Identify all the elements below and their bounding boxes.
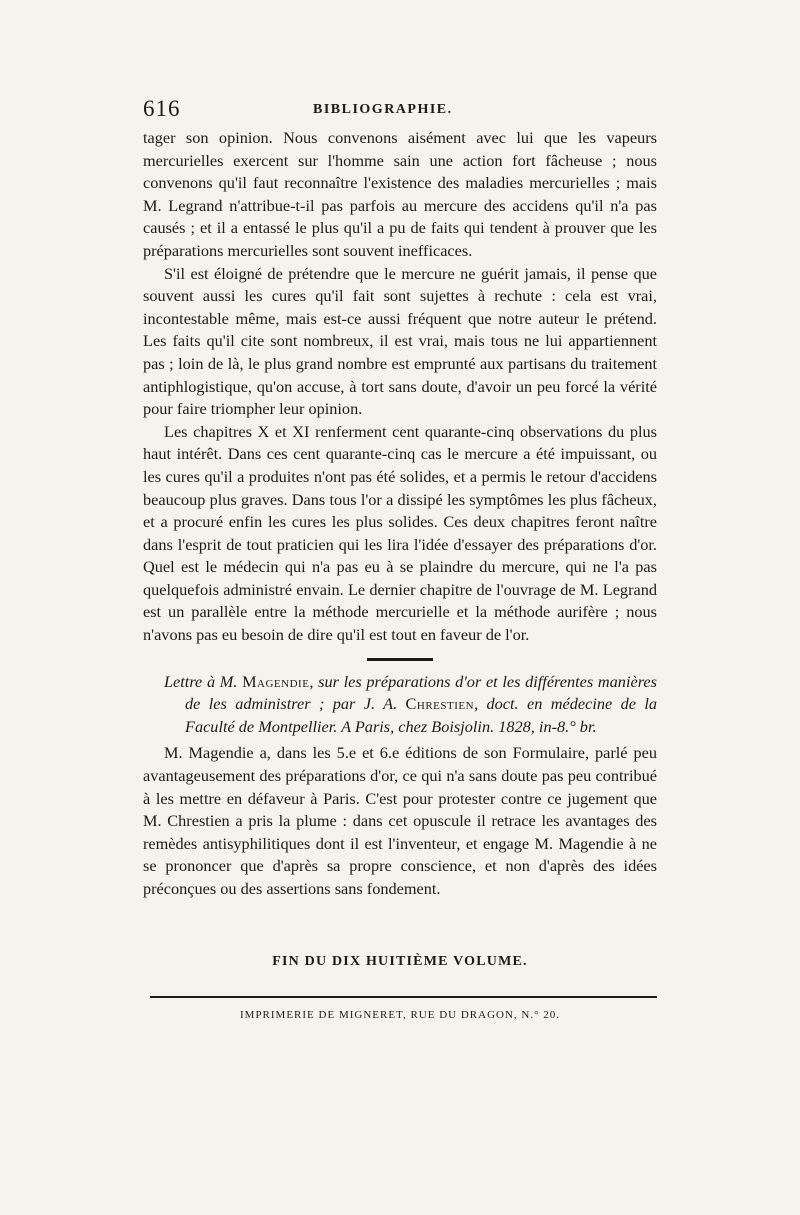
biblio-part-2: , sur les préparations d'or et les différentes manières de les administrer ; par J. A. xyxy=(185,671,657,714)
paragraph-3: Les chapitres X et XI renferment cent quarante-cinq observations du plus haut intérêt. Dans ces cent quarante-cinq cas le mercure a été impuissant, ou les cures qu'il a produites n'ont pas été solides, et a permis le retour d'accidens beaucoup plus graves. Dans tous l'or a dissipé les symptômes les plus fâcheux, et a procuré enfin les cures les plus solides. Ces deux chapitres feront naître dans l'esprit de tout praticien qui les lira l'idée d'essayer des préparations d'or. Quel est le médecin qui n'a pas eu à se plaindre du mercure, qui ne l'a pas quelquefois administré envain. Le dernier chapitre de l'ouvrage de M. Legrand est un parallèle entre la méthode mercurielle et la méthode aurifère ; nous n'avons pas eu besoin de dire qu'il est tout en faveur de l'or. xyxy=(143,421,657,645)
biblio-name-magendie: Magendie xyxy=(242,671,310,691)
printer-imprint: IMPRIMERIE DE MIGNERET, RUE DU DRAGON, N.° 20. xyxy=(240,1009,560,1021)
section-divider xyxy=(367,658,433,661)
main-text xyxy=(143,127,657,901)
bibliography-entry xyxy=(164,671,657,739)
review-paragraph: M. Magendie a, dans les 5.e et 6.e éditions de son Formulaire, parlé peu avantageusement des préparations d'or, ce qui n'a sans doute pas peu contribué à les mettre en défaveur à Paris. C'est pour protester contre ce jugement que M. Chrestien a pris la plume : dans cet opuscule il retrace les avantages des remèdes antisyphilitiques dont il est l'inventeur, et engage M. Magendie à ne se prononcer que d'après sa propre conscience, et non d'après des idées préconçues ou des assertions sans fondement. xyxy=(143,743,657,898)
page-header xyxy=(143,96,657,126)
biblio-part-3: , doct. en médecine de la Faculté de Montpellier. A Paris, chez Boisjolin. 1828, in-8.° br. xyxy=(185,694,658,736)
page-number: 616 xyxy=(143,96,181,121)
biblio-part-1: Lettre à M. xyxy=(164,671,243,691)
paragraph-1: tager son opinion. Nous convenons aisément avec lui que les vapeurs mercurielles exercent sur l'homme sain une action fort fâcheuse ; nous convenons qu'il faut reconnaître l'existence des maladies mercurielles ; mais M. Legrand n'attribue-t-il pas parfois au mercure des accidens qu'il n'a pas causés ; et il a entassé le plus qu'il a pu de faits qui tendent à prouver que les préparations mercurielles sont souvent inefficaces. xyxy=(143,128,657,260)
footer-rule xyxy=(150,996,657,998)
running-head: BIBLIOGRAPHIE. xyxy=(313,102,453,117)
end-of-volume: FIN DU DIX HUITIÈME VOLUME. xyxy=(272,954,528,969)
paragraph-2: S'il est éloigné de prétendre que le mercure ne guérit jamais, il pense que souvent aussi les cures qu'il fait sont sujettes à rechute : cela est vrai, incontestable même, mais est-ce aussi fréquent que notre auteur le prétend. Les faits qu'il cite sont nombreux, il est vrai, mais tous ne lui appartiennent pas ; loin de là, le plus grand nombre est emprunté aux partisans du traitement antiphlogistique, qu'on accuse, à tort sans doute, d'avoir un peu forcé la vérité pour faire triompher leur opinion. xyxy=(143,263,657,419)
biblio-name-chrestien: Chrestien xyxy=(405,694,475,714)
